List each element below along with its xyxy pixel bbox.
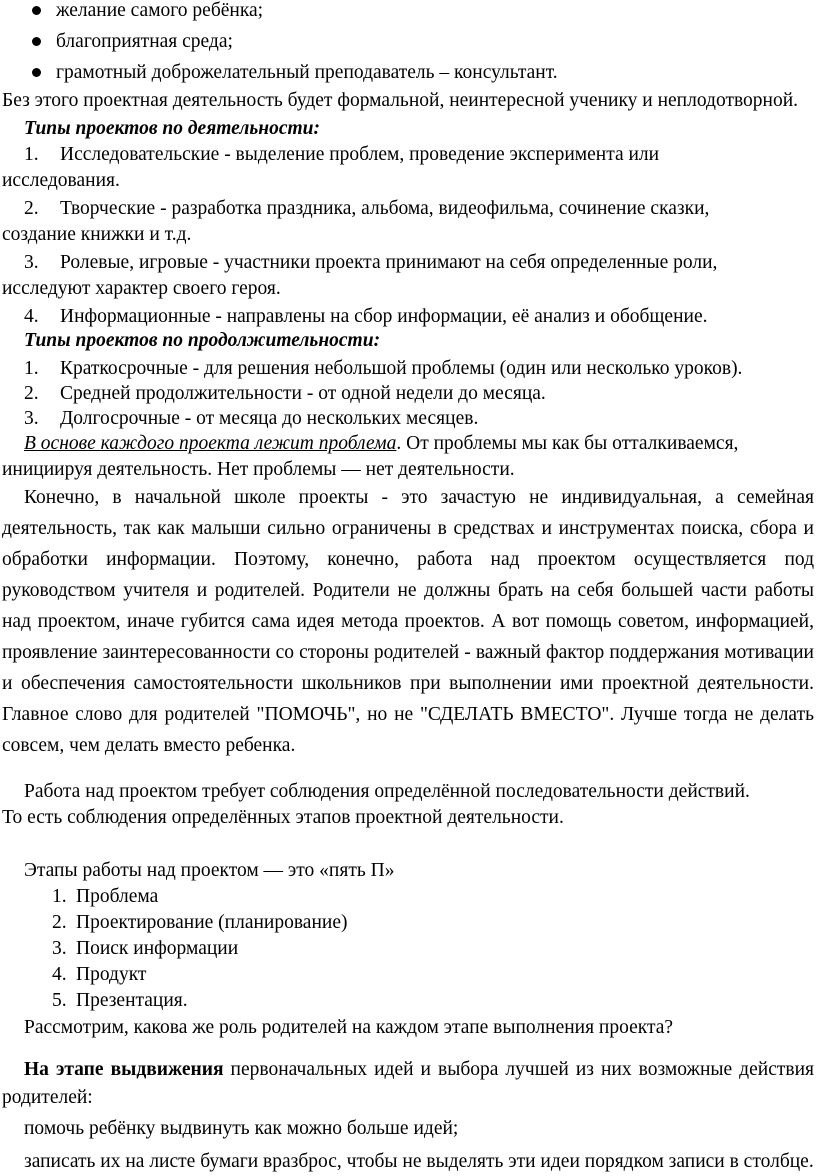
list-item: 2. Средней продолжительности - от одной недели до месяца. [24, 383, 546, 404]
list-item: 2. Проектирование (планирование) [52, 912, 348, 933]
role-question: Рассмотрим, какова же роль родителей на каждом этапе выполнения проекта? [24, 1017, 674, 1038]
parents-paragraph: Конечно, в начальной школе проекты - это зачастую не индивидуальная, а семейная деятельность, так как малыши сильно ограничены в средствах и инструментах поиска, сбора и обработки информации. Поэтому, конечно, работа над проектом осуществляется под руководством учителя и родителей. Родители не должны брать на себя большей части работы над проектом, иначе губится сама идея метода проектов. А вот помощь советом, информацией, проявление заинтересованности со стороны родителей - важный фактор поддержания мотивации и обеспечения самостоятельности школьников при выполнении ими проектной деятельности. Главное слово для родителей "ПОМОЧЬ", но не "СДЕЛАТЬ ВМЕСТО". Лучше тогда не делать совсем, чем делать вместо ребенка. [2, 487, 814, 756]
activity-heading: Типы проектов по деятельности: [24, 118, 320, 139]
duration-list [2, 356, 814, 432]
sequence-paragraph: Работа над проектом требует соблюдения определённой последовательности действий. [24, 781, 750, 802]
bullet-icon [32, 68, 41, 77]
bullet-icon [32, 37, 41, 46]
intro-paragraph: Без этого проектная деятельность будет формальной, неинтересной ученику и неплодотворной. [2, 90, 799, 111]
stages-list [2, 884, 814, 1014]
write-line: записать их на листе бумаги вразброс, чтобы не выделять эти идеи порядком записи в столбце. [24, 1151, 814, 1172]
list-item: 2. Творческие - разработка праздника, альбома, видеофильма, сочинение сказки, [24, 198, 710, 219]
list-item: грамотный доброжелательный преподаватель – консультант. [2, 57, 814, 88]
list-item: 1. Исследовательские - выделение проблем, проведение эксперимента или [24, 144, 660, 165]
list-item: 1. Проблема [52, 886, 159, 907]
stage1-emphasis: На этапе выдвижения [24, 1059, 224, 1080]
activity-list [2, 142, 814, 330]
list-item: 3. Долгосрочные - от месяца до нескольких месяцев. [24, 408, 479, 429]
stage1-paragraph: На этапе выдвижения первоначальных идей и выбора лучшей из них возможные действия родителей: [2, 1059, 814, 1108]
problem-paragraph-continuation: инициируя деятельность. Нет проблемы — нет деятельности. [2, 459, 515, 480]
list-item-continuation: исследования. [2, 170, 120, 191]
list-item: желание самого ребёнка; [2, 0, 814, 26]
list-item: 3. Ролевые, игровые - участники проекта принимают на себя определенные роли, [24, 252, 718, 273]
conditions-list [2, 0, 814, 88]
sequence-paragraph-continuation: То есть соблюдения определённых этапов проектной деятельности. [2, 807, 564, 828]
list-item: 1. Краткосрочные - для решения небольшой проблемы (один или несколько уроков). [24, 358, 743, 379]
list-item-continuation: исследуют характер своего героя. [2, 278, 281, 299]
list-item-continuation: создание книжки и т.д. [2, 224, 192, 245]
list-item: 3. Поиск информации [52, 938, 239, 959]
list-item: 4. Продукт [52, 964, 147, 985]
bullet-icon [32, 6, 41, 15]
problem-paragraph: В основе каждого проекта лежит проблема. От проблемы мы как бы отталкиваемся, [24, 433, 739, 454]
stages-intro: Этапы работы над проектом — это «пять П» [24, 860, 395, 881]
help-line: помочь ребёнку выдвинуть как можно больше идей; [24, 1118, 459, 1139]
list-item: благоприятная среда; [2, 26, 814, 57]
problem-emphasis: В основе каждого проекта лежит проблема [24, 433, 397, 454]
list-item: 4. Информационные - направлены на сбор информации, её анализ и обобщение. [24, 306, 708, 327]
duration-heading: Типы проектов по продолжительности: [24, 330, 381, 351]
list-item: 5. Презентация. [52, 990, 188, 1011]
